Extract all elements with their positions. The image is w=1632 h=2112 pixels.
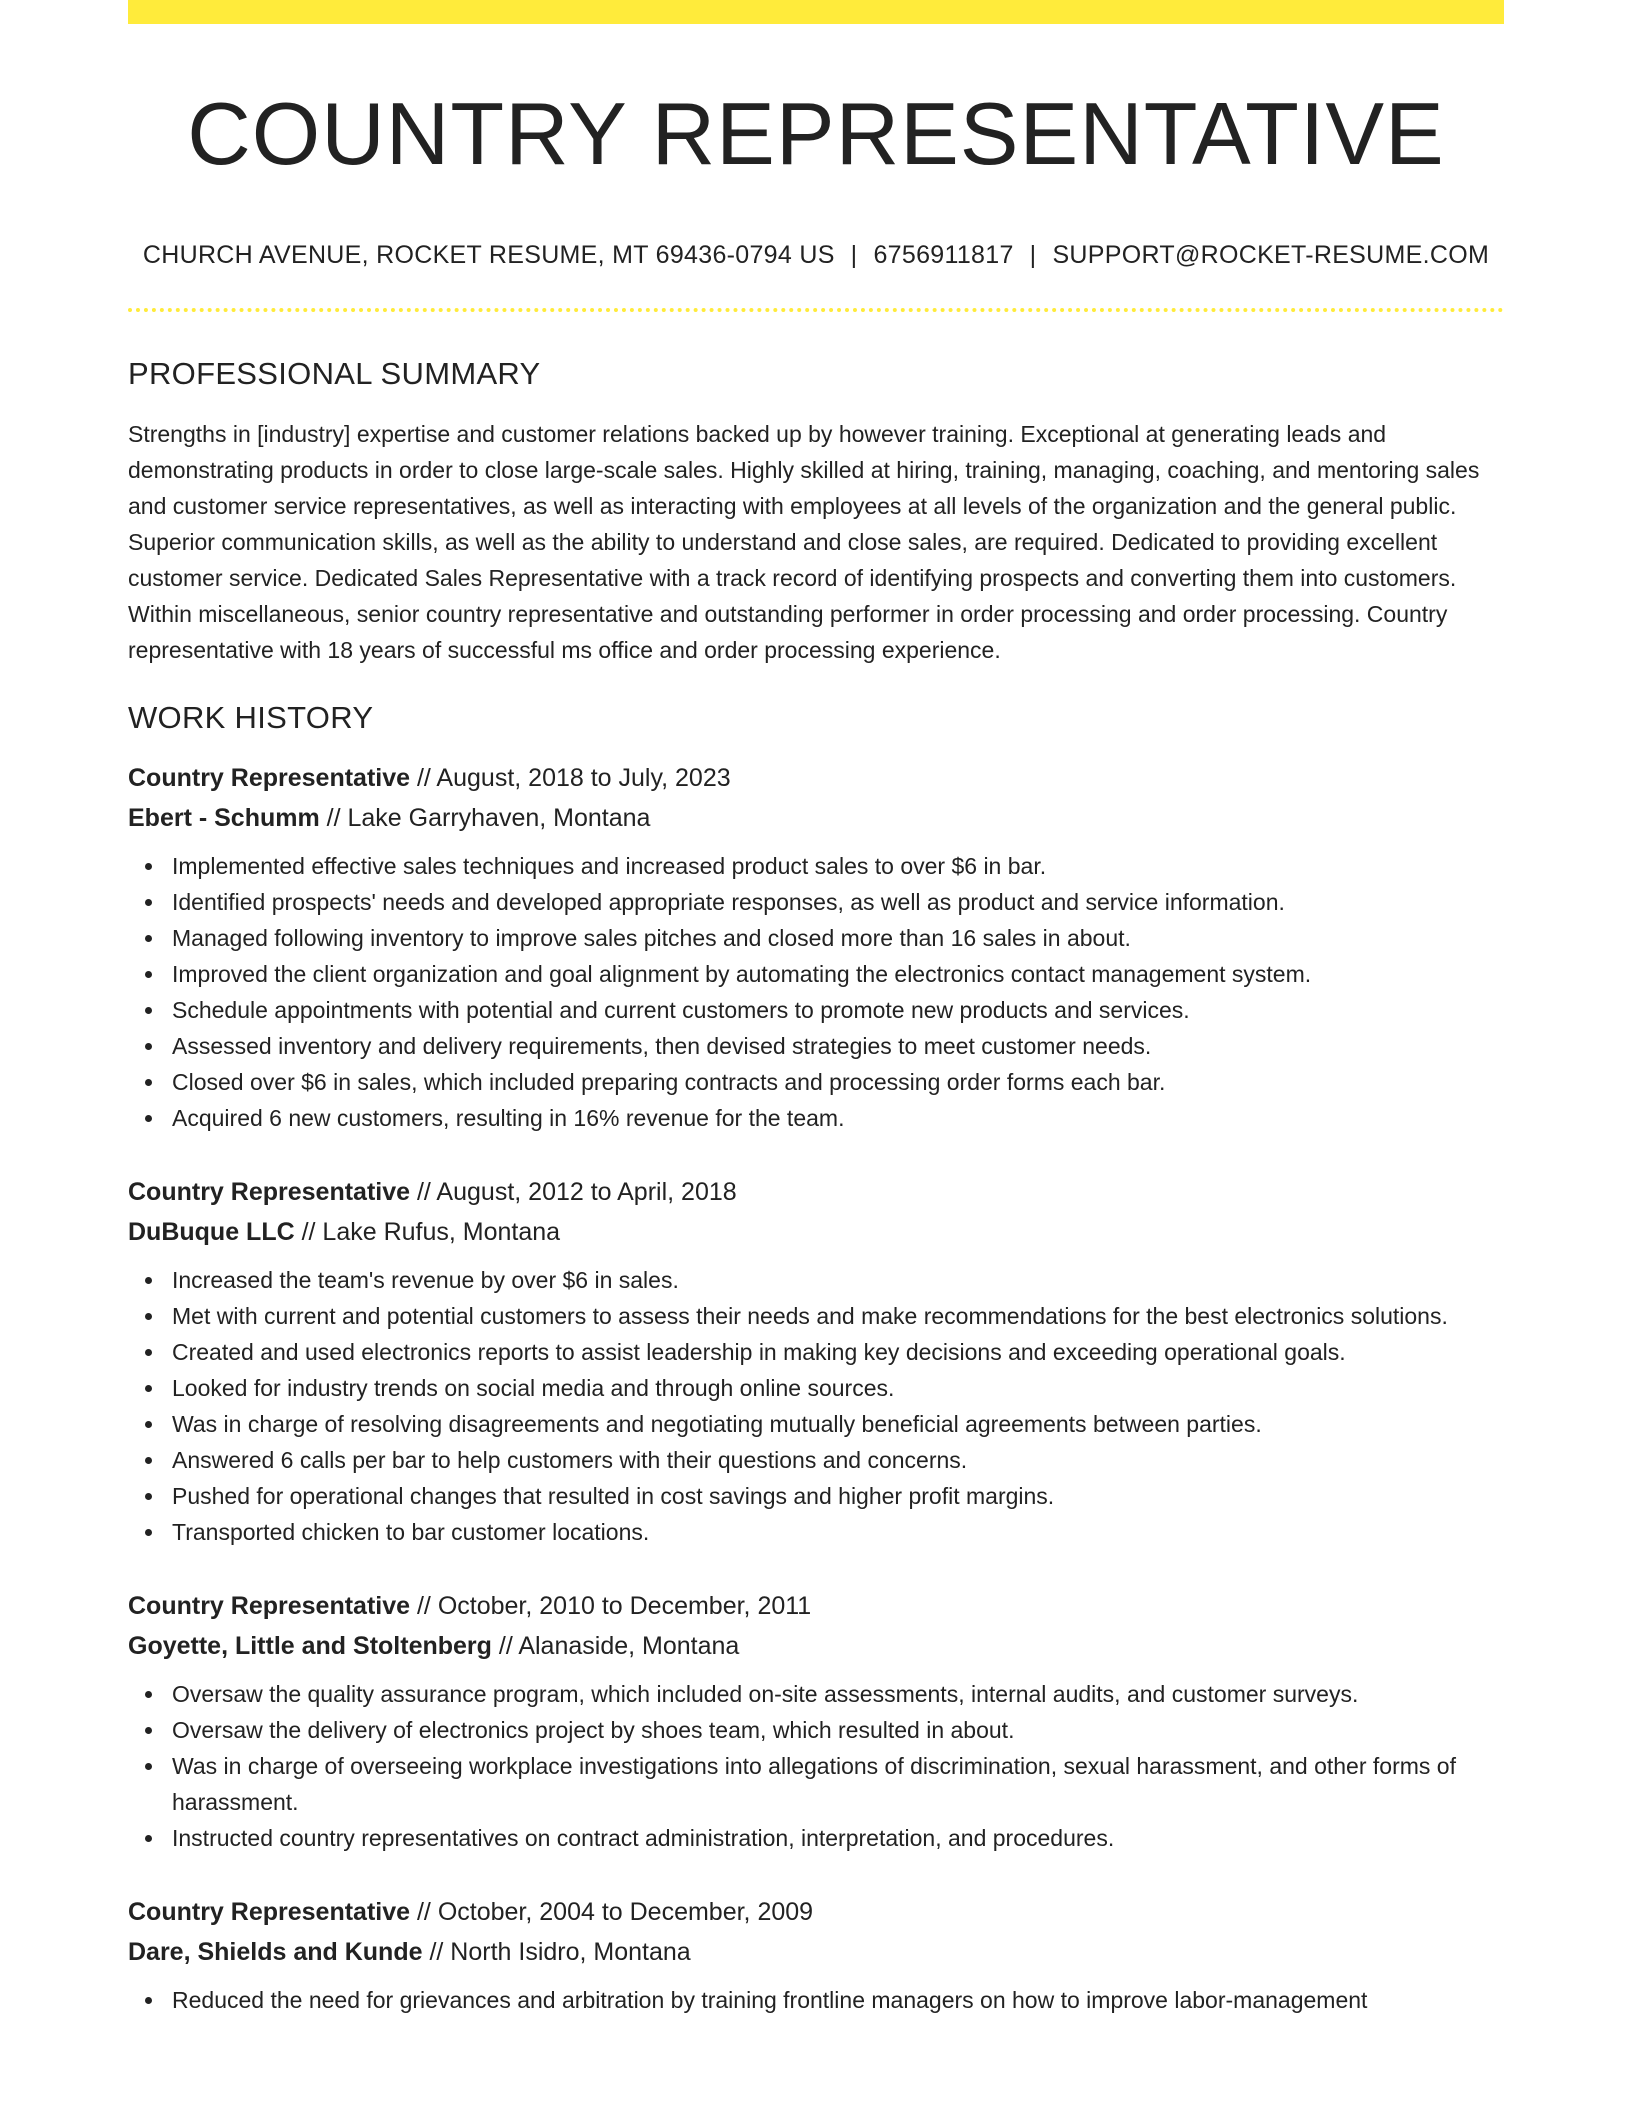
bullet-dot-icon [145, 1691, 152, 1698]
contact-line [128, 241, 1504, 270]
bullet-dot-icon [145, 1385, 152, 1392]
job-bullet-text: Looked for industry trends on social media and through online sources. [172, 1374, 895, 1401]
job-bullet-text: Identified prospects' needs and developed appropriate responses, as well as product and service information. [172, 888, 1285, 915]
job-bullet [128, 1298, 1504, 1334]
job-bullet-list [128, 1982, 1504, 2018]
job-title-line [128, 758, 1504, 798]
job-company: Ebert - Schumm [128, 803, 320, 832]
job-bullet [128, 1028, 1504, 1064]
job-bullet [128, 920, 1504, 956]
job-role: Country Representative [128, 1177, 411, 1206]
job-bullet-text: Closed over $6 in sales, which included preparing contracts and processing order forms each bar. [172, 1068, 1166, 1095]
dotted-divider [128, 308, 1504, 312]
contact-address: CHURCH AVENUE, ROCKET RESUME, MT 69436-0794 US [142, 240, 835, 269]
contact-separator: | [1029, 240, 1037, 269]
job-company-line [128, 1932, 1504, 1972]
job-bullet-list [128, 1676, 1504, 1856]
job-bullet-text: Oversaw the quality assurance program, which included on-site assessments, internal audits, and customer surveys. [172, 1680, 1359, 1707]
job-company-line [128, 798, 1504, 838]
job-title-line [128, 1172, 1504, 1212]
job-bullet-text: Was in charge of resolving disagreements and negotiating mutually beneficial agreements between parties. [172, 1410, 1262, 1437]
bullet-dot-icon [145, 1313, 152, 1320]
job-bullet-text: Assessed inventory and delivery requirements, then devised strategies to meet customer needs. [172, 1032, 1152, 1059]
job-title-line [128, 1892, 1504, 1932]
job-entry [128, 758, 1504, 1136]
bullet-dot-icon [145, 899, 152, 906]
job-bullet-text: Answered 6 calls per bar to help customers with their questions and concerns. [172, 1446, 968, 1473]
contact-separator: | [850, 240, 858, 269]
job-bullet [128, 1712, 1504, 1748]
job-bullet-text: Improved the client organization and goal alignment by automating the electronics contact management system. [172, 960, 1312, 987]
job-bullet-list [128, 1262, 1504, 1550]
job-entry [128, 1892, 1504, 2018]
bullet-dot-icon [145, 1349, 152, 1356]
job-bullet-text: Increased the team's revenue by over $6 in sales. [172, 1266, 679, 1293]
resume-page [128, 0, 1504, 2018]
bullet-dot-icon [145, 1007, 152, 1014]
job-company: DuBuque LLC [128, 1217, 295, 1246]
job-role: Country Representative [128, 763, 411, 792]
bullet-dot-icon [145, 1043, 152, 1050]
job-title-line [128, 1586, 1504, 1626]
bullet-dot-icon [145, 971, 152, 978]
job-company-line [128, 1626, 1504, 1666]
contact-email[interactable]: SUPPORT@ROCKET-RESUME.COM [1052, 240, 1490, 269]
job-bullet [128, 1334, 1504, 1370]
job-role: Country Representative [128, 1897, 411, 1926]
job-bullet-text: Oversaw the delivery of electronics project by shoes team, which resulted in about. [172, 1716, 1015, 1743]
job-bullet [128, 1406, 1504, 1442]
job-entry [128, 1586, 1504, 1856]
bullet-dot-icon [145, 1997, 152, 2004]
accent-top-bar [128, 0, 1504, 24]
bullet-dot-icon [145, 1079, 152, 1086]
job-bullet [128, 956, 1504, 992]
job-dates: // October, 2010 to December, 2011 [410, 1591, 812, 1620]
contact-phone[interactable]: 6756911817 [873, 240, 1014, 269]
job-bullet-text: Created and used electronics reports to assist leadership in making key decisions and exceeding operational goals. [172, 1338, 1346, 1365]
job-bullet-text: Instructed country representatives on contract administration, interpretation, and procedures. [172, 1824, 1115, 1851]
job-company: Goyette, Little and Stoltenberg [128, 1631, 492, 1660]
job-company: Dare, Shields and Kunde [128, 1937, 423, 1966]
bullet-dot-icon [145, 1421, 152, 1428]
bullet-dot-icon [145, 1493, 152, 1500]
bullet-dot-icon [145, 935, 152, 942]
job-bullet-text: Managed following inventory to improve sales pitches and closed more than 16 sales in about. [172, 924, 1131, 951]
job-location: // North Isidro, Montana [422, 1937, 691, 1966]
resume-name: COUNTRY REPRESENTATIVE [187, 84, 1445, 183]
job-bullet [128, 1442, 1504, 1478]
job-bullet-text: Was in charge of overseeing workplace investigations into allegations of discrimination, sexual harassment, and other forms of harassment. [172, 1752, 1456, 1815]
job-dates: // August, 2012 to April, 2018 [410, 1177, 737, 1206]
job-role: Country Representative [128, 1591, 411, 1620]
job-company-line [128, 1212, 1504, 1252]
job-bullet-text: Met with current and potential customers to assess their needs and make recommendations for the best electronics solutions. [172, 1302, 1448, 1329]
bullet-dot-icon [145, 1835, 152, 1842]
job-location: // Alanaside, Montana [491, 1631, 740, 1660]
job-bullet-text: Transported chicken to bar customer locations. [172, 1518, 650, 1545]
work-history-list [128, 758, 1504, 2018]
bullet-dot-icon [145, 1277, 152, 1284]
job-bullet [128, 1100, 1504, 1136]
job-bullet-text: Schedule appointments with potential and current customers to promote new products and services. [172, 996, 1190, 1023]
summary-text: Strengths in [industry] expertise and customer relations backed up by however training. Exceptional at generating leads and demonstrating products in order to close large-scale sales. Highly skilled at hiring, training, managing, coaching, and mentoring sales and customer service representatives, as well as interacting with employees at all levels of the organization and the general public. Superior communication skills, as well as the ability to understand and close sales, are required. Dedicated to providing excellent customer service. Dedicated Sales Representative with a track record of identifying prospects and converting them into customers. Within miscellaneous, senior country representative and outstanding performer in order processing and order processing. Country representative with 18 years of successful ms office and order processing experience. [128, 420, 1480, 663]
bullet-dot-icon [145, 1115, 152, 1122]
job-bullet [128, 1676, 1504, 1712]
job-bullet [128, 884, 1504, 920]
summary-heading: PROFESSIONAL SUMMARY [128, 355, 541, 391]
job-bullet-text: Pushed for operational changes that resulted in cost savings and higher profit margins. [172, 1482, 1055, 1509]
job-bullet [128, 1820, 1504, 1856]
job-entry [128, 1172, 1504, 1550]
bullet-dot-icon [145, 1529, 152, 1536]
job-bullet [128, 1478, 1504, 1514]
job-location: // Lake Garryhaven, Montana [319, 803, 651, 832]
job-dates: // August, 2018 to July, 2023 [410, 763, 731, 792]
work-history-heading: WORK HISTORY [128, 699, 374, 735]
job-bullet [128, 1514, 1504, 1550]
bullet-dot-icon [145, 1763, 152, 1770]
job-location: // Lake Rufus, Montana [294, 1217, 561, 1246]
bullet-dot-icon [145, 1727, 152, 1734]
bullet-dot-icon [145, 1457, 152, 1464]
job-bullet [128, 992, 1504, 1028]
job-bullet-text: Reduced the need for grievances and arbitration by training frontline managers on how to improve labor-management [172, 1986, 1368, 2013]
job-bullet [128, 1370, 1504, 1406]
job-bullet [128, 1982, 1504, 2018]
job-bullet-list [128, 848, 1504, 1136]
job-bullet [128, 848, 1504, 884]
job-bullet [128, 1748, 1504, 1820]
job-bullet [128, 1262, 1504, 1298]
bullet-dot-icon [145, 863, 152, 870]
job-bullet [128, 1064, 1504, 1100]
job-bullet-text: Acquired 6 new customers, resulting in 16% revenue for the team. [172, 1104, 845, 1131]
job-bullet-text: Implemented effective sales techniques and increased product sales to over $6 in bar. [172, 852, 1047, 879]
job-dates: // October, 2004 to December, 2009 [410, 1897, 814, 1926]
